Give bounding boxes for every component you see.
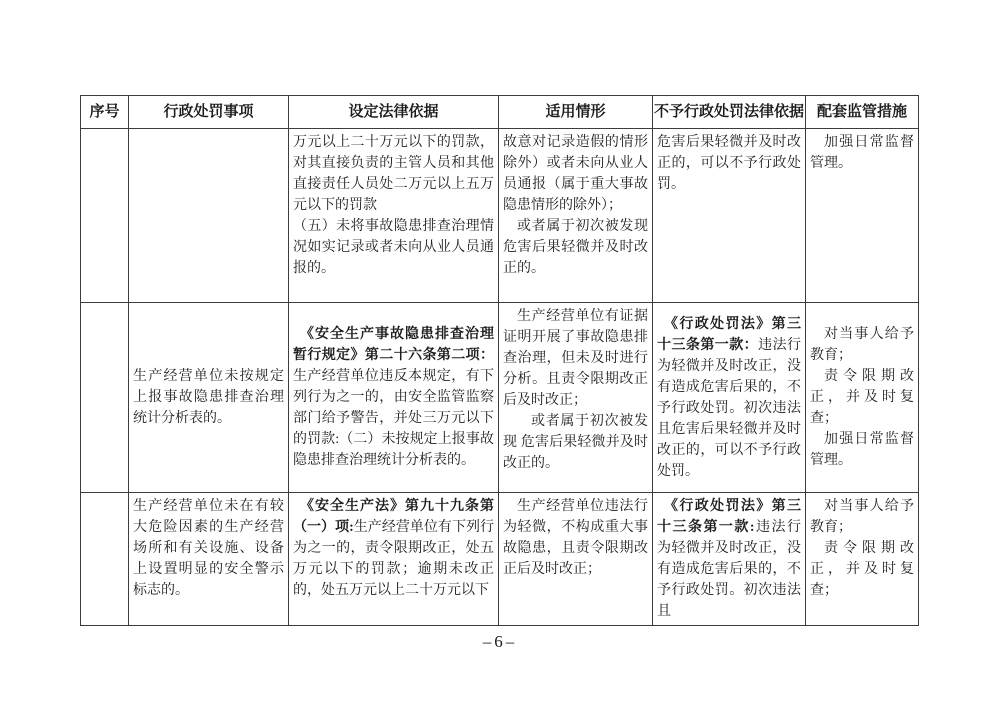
cell-penalty-item [129,493,289,626]
paragraph [657,496,801,622]
paragraph: 或者属于初次被发现 危害后果轻微并及时改正的。 [503,414,648,471]
cell-no-penalty-basis [653,129,806,303]
table-row [81,129,919,303]
statute-text: 生产经营单位违反本规定，有下列行为之一的，由安全监管监察部门给予警告，并处三万元以下的罚款:（二）未按规定上报事故隐患排查治理统计分析表的。 [293,369,494,468]
header-supervision-measures: 配套监管措施 [806,96,919,129]
header-seq: 序号 [81,96,129,129]
header-penalty-item: 行政处罚事项 [129,96,289,129]
cell-applicable-situation [499,493,653,626]
paragraph: 责令限期改正，并及时复查； [810,541,914,598]
cell-supervision-measures [806,303,919,493]
table-header-row [81,96,919,129]
statute-citation: 《行政处罚法》第三十三条第一款： [657,316,801,353]
paragraph: 生产经营单位有证据证明开展了事故隐患排查治理，但未及时进行分析。且责令限期改正后及时改正； [503,309,648,408]
paragraph: 对当事人给予教育； [810,499,914,535]
cell-supervision-measures [806,493,919,626]
paragraph: 生产经营单位未按规定上报事故隐患排查治理统计分析表的。 [133,369,284,426]
cell-seq [81,129,129,303]
paragraph: 万元以上二十万元以下的罚款，对其直接负责的主管人员和其他直接责任人员处二万元以上五万元以下的罚款 [293,135,494,213]
header-legal-basis: 设定法律依据 [289,96,499,129]
paragraph: （五）未将事故隐患排查治理情况如实记录或者未向从业人员通报的。 [293,219,494,276]
table-row [81,493,919,626]
header-no-penalty-basis: 不予行政处罚法律依据 [653,96,806,129]
page-number: –6– [482,632,518,651]
penalty-table [80,95,919,626]
cell-supervision-measures [806,129,919,303]
header-applicable-situation: 适用情形 [499,96,653,129]
paragraph: 责令限期改正，并及时复查； [810,369,914,426]
cell-penalty-item [129,129,289,303]
cell-seq [81,303,129,493]
paragraph: 或者属于初次被发现 危害后果轻微并及时改正的。 [503,219,648,276]
table-row [81,303,919,493]
cell-applicable-situation [499,129,653,303]
paragraph: 故意对记录造假的情形除外）或者未向从业人员通报（属于重大事故隐患情形的除外）； [503,135,648,213]
cell-legal-basis [289,129,499,303]
paragraph [293,324,494,471]
statute-citation: 《安全生产事故隐患排查治理暂行规定》第二十六条第二项： [293,327,494,363]
statute-text: 生产经营单位有下列行为之一的，责令限期改正，处五万元以下的罚款；逾期未改正的，处五万元以上二十万元以下 [293,520,494,598]
paragraph: 生产经营单位未在有较大危险因素的生产经营场所和有关设施、设备上设置明显的安全警示标志的。 [133,499,284,598]
paragraph [657,314,801,482]
statute-text: 违法行为轻微并及时改正，没有造成危害后果的，不予行政处罚。初次违法且危害后果轻微并及时改正的，可以不予行政处罚。 [657,337,802,479]
paragraph: 加强日常监督管理。 [810,432,914,468]
statute-text: 违法行为轻微并及时改正，没有造成危害后果的，不予行政处罚。初次违法且 [657,520,802,619]
statute-citation: 《行政处罚法》第三十三条第一款: [657,499,801,535]
paragraph: 生产经营单位违法行为轻微，不构成重大事故隐患，且责令限期改正后及时改正； [503,499,648,577]
cell-legal-basis [289,493,499,626]
cell-no-penalty-basis [653,303,806,493]
cell-penalty-item [129,303,289,493]
statute-citation: 《安全生产法》第九十九条第（一）项: [293,499,494,535]
paragraph: 危害后果轻微并及时改正的，可以不予行政处罚。 [657,135,801,192]
paragraph: 对当事人给予教育； [810,327,914,363]
cell-seq [81,493,129,626]
cell-no-penalty-basis [653,493,806,626]
paragraph: 加强日常监督管理。 [810,135,914,171]
paragraph [293,496,494,601]
cell-applicable-situation [499,303,653,493]
cell-legal-basis [289,303,499,493]
